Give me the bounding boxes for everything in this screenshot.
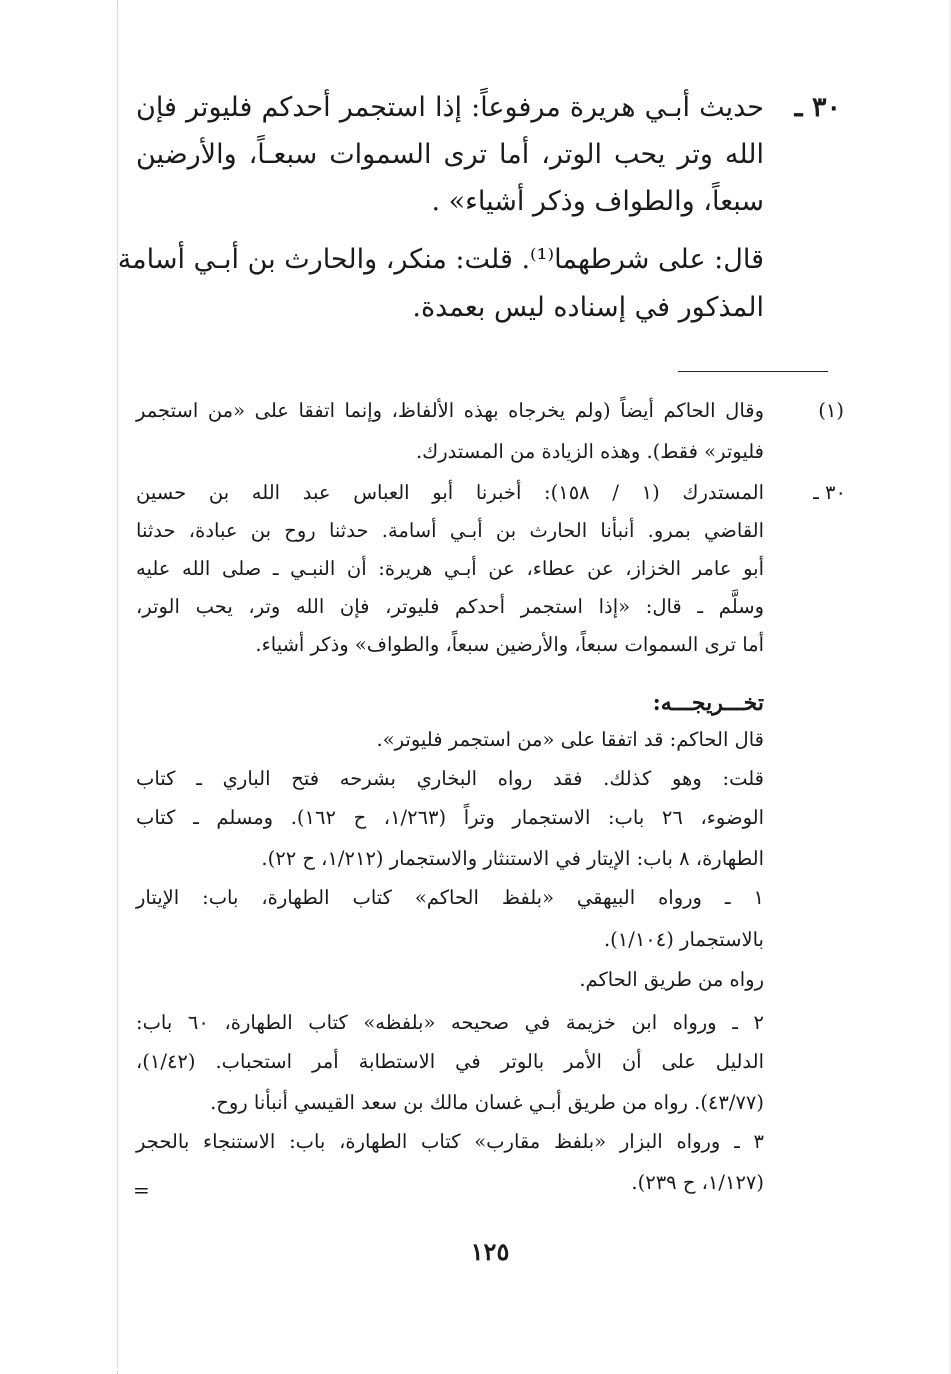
footnote-1-marker: (١) xyxy=(818,399,844,422)
footnote-30-marker: ٣٠ ـ xyxy=(813,481,846,504)
footnote-1-line-1: وقال الحاكم أيضاً (ولم يخرجاه بهذه الألفاظ، وإنما اتفقا على «من استجمر xyxy=(136,399,764,422)
takhrij-line-11: ٣ ـ ورواه البزار «بلفظ مقارب» كتاب الطهارة، باب: الاستنجاء بالحجر xyxy=(136,1130,764,1153)
takhrij-line-3: الوضوء، ٢٦ باب: الاستجمار وتراً (١/٢٦٣، ح ١٦٢). ومسلم ـ كتاب xyxy=(136,806,765,829)
footnote-30-line-1: المستدرك (١ / ١٥٨): أخبرنا أبو العباس عبد الله بن حسين xyxy=(136,481,765,504)
hadith-line-1: حديث أبـي هريرة مرفوعاً: إذا استجمر أحدكم فليوتر فإن xyxy=(136,92,764,123)
hadith-number: ٣٠ ـ xyxy=(794,92,841,123)
takhrij-line-6: بالاستجمار (١/١٠٤). xyxy=(603,928,764,951)
hadith-line-3: سبعاً، والطواف وذكر أشياء» . xyxy=(431,186,764,217)
hadith-line-2: الله وتر يحب الوتر، أما ترى السموات سبعـاً، والأرضين xyxy=(136,139,764,170)
takhrij-line-4: الطهارة، ٨ باب: الإيتار في الاستنثار والاستجمار (١/٢١٢، ح ٢٢). xyxy=(261,847,764,870)
footnote-30-line-4: وسلَّم ـ قال: «إذا استجمر أحدكم فليوتر، فإن الله وتر، يحب الوتر، xyxy=(136,595,764,618)
takhrij-line-7: رواه من طريق الحاكم. xyxy=(579,968,764,991)
takhrij-line-12: (١/١٢٧، ح ٢٣٩). xyxy=(631,1171,764,1194)
takhrij-line-1: قال الحاكم: قد اتفقا على «من استجمر فليوتر». xyxy=(376,728,764,751)
footnote-1-line-2: فليوتر» فقط). وهذه الزيادة من المستدرك. xyxy=(415,440,764,463)
takhrij-line-2: قلت: وهو كذلك. فقد رواه البخاري بشرحه فتح الباري ـ كتاب xyxy=(136,767,764,790)
takhrij-line-9: الدليل على أن الأمر بالوتر في الاستطابة أمر استحباب. (١/٤٢)، xyxy=(136,1050,764,1073)
takhrij-heading: تخـــريجـــه: xyxy=(652,690,764,716)
footnote-30-line-2: القاضي بمرو. أنبأنا الحارث بن أبـي أسامة. حدثنا روح بن عبادة، حدثنا xyxy=(136,519,764,542)
page-number: ١٢٥ xyxy=(470,1237,510,1266)
footnote-separator xyxy=(678,371,828,372)
footnote-30-line-5: أما ترى السموات سبعاً، والأرضين سبعاً، والطواف» وذكر أشياء. xyxy=(255,633,764,656)
takhrij-line-8: ٢ ـ ورواه ابن خزيمة في صحيحه «بلفظه» كتاب الطهارة، ٦٠ باب: xyxy=(136,1011,765,1034)
footnote-30-line-3: أبو عامر الخزاز، عن عطاء، عن أبـي هريرة: أن النبـي ـ صلى الله عليه xyxy=(136,557,764,580)
comment-line-1: قال: على شرطهما⁽¹⁾. قلت: منكر، والحارث بن أبـي أسامة xyxy=(117,244,764,275)
takhrij-line-10: (٤٣/٧٧). رواه من طريق أبـي غسان مالك بن سعد القيسي أنبأنا روح. xyxy=(210,1091,764,1114)
continuation-mark: = xyxy=(133,1178,150,1202)
takhrij-line-5: ١ ـ ورواه البيهقي «بلفظ الحاكم» كتاب الطهارة، باب: الإيتار xyxy=(136,886,764,909)
comment-line-2: المذكور في إسناده ليس بعمدة. xyxy=(412,292,764,323)
margin-rule xyxy=(117,0,118,1374)
